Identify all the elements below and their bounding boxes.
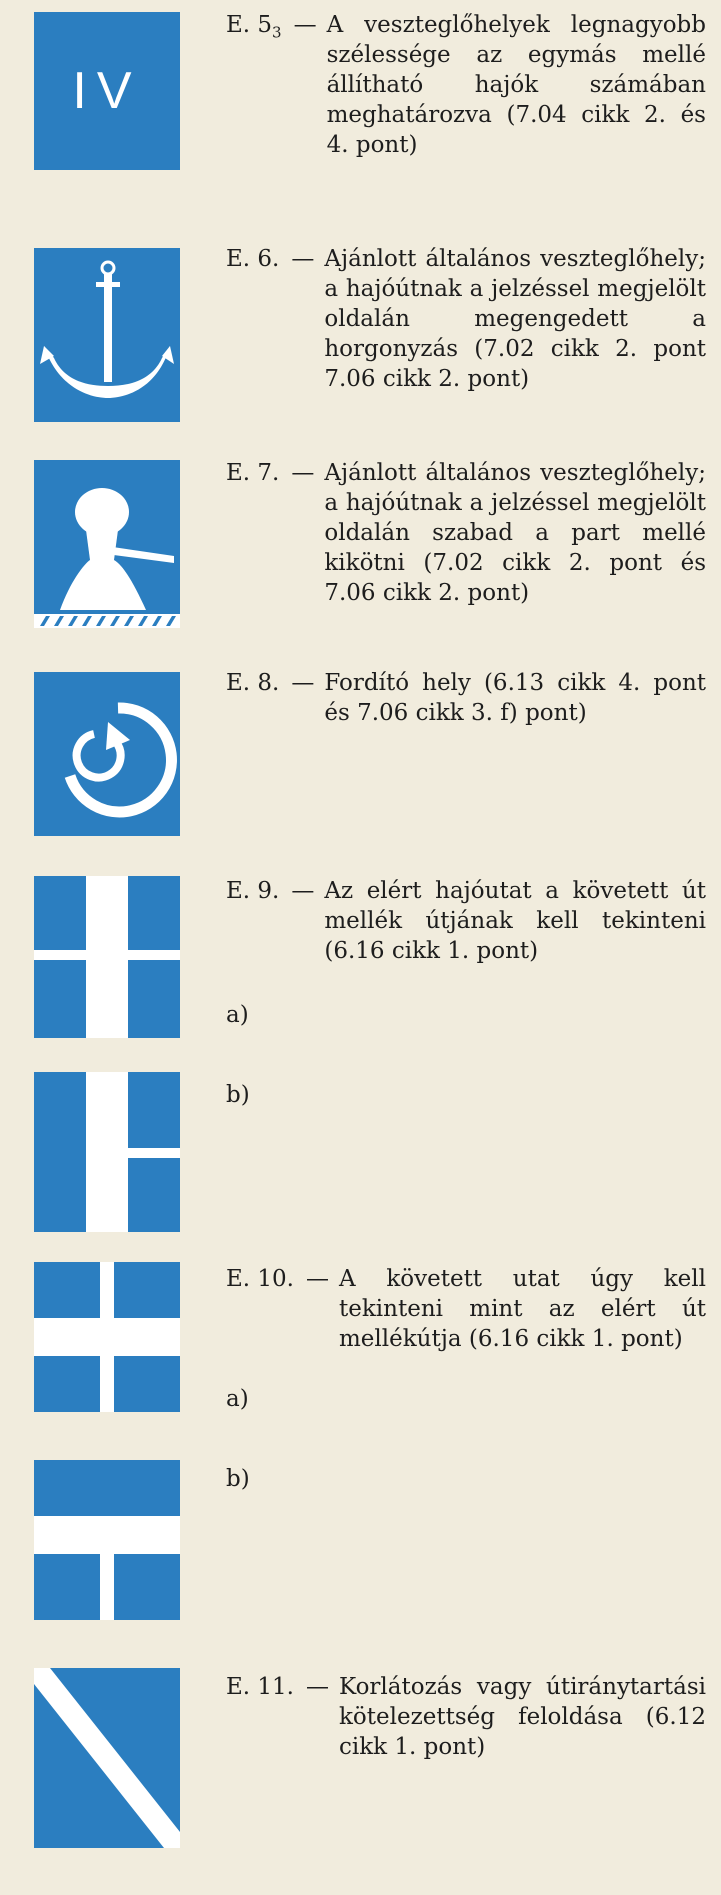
sign-e7 (34, 460, 180, 628)
entry-description: Az elért hajóutat a követett út mellék útjának kell tekinteni (6.16 cikk 1. pont) (324, 878, 706, 964)
entry-dash: — (291, 246, 315, 272)
sub-label-e10a: a) (226, 1386, 249, 1412)
width-number-sign (34, 12, 180, 170)
entry-e6 (226, 244, 706, 394)
entry-code: E. 7. (226, 460, 280, 486)
entry-dash: — (291, 878, 315, 904)
entry-e7 (226, 458, 706, 608)
sign-e6 (34, 248, 180, 422)
entry-e8 (226, 668, 706, 728)
sign-e5-text: IV (72, 62, 142, 120)
sub-label-e9a: a) (226, 1002, 249, 1028)
sign-e10b (34, 1460, 180, 1620)
turning-arrow-icon (34, 672, 180, 836)
entry-code: E. $5_3$ (226, 12, 282, 42)
entry-code: E. 6. (226, 246, 280, 272)
entry-dash: — (291, 460, 315, 486)
sub-label-e10b: b) (226, 1466, 250, 1492)
junction-side-channel-icon (34, 1072, 180, 1232)
entry-code: E. 11. (226, 1674, 294, 1700)
entry-dash: — (306, 1674, 329, 1700)
entry-e11 (226, 1672, 706, 1762)
entry-description: A követett utat úgy kell tekinteni mint az elért út mellékútja (6.16 cikk 1. pont) (339, 1266, 706, 1352)
end-of-restriction-icon (34, 1668, 180, 1848)
junction-main-channel-icon (34, 1460, 180, 1620)
entry-e9 (226, 876, 706, 966)
entry-description: Ajánlott általános veszteglőhely; a hajóútnak a jelzéssel megjelölt oldalán szabad a part mellé kikötni (7.02 cikk 2. pont és 7.06 cikk 2. pont) (324, 460, 706, 606)
sign-e8 (34, 672, 180, 836)
entry-description: Korlátozás vagy útiránytartási kötelezettség feloldása (6.12 cikk 1. pont) (339, 1674, 706, 1760)
entry-e10 (226, 1264, 706, 1354)
anchor-icon (34, 248, 180, 422)
sign-e10a (34, 1262, 180, 1412)
crossing-main-channel-icon (34, 1262, 180, 1412)
entry-description: Fordító hely (6.13 cikk 4. pont és 7.06 cikk 3. f) pont) (324, 670, 706, 726)
entry-description: Ajánlott általános veszteglőhely; a hajóútnak a jelzéssel megjelölt oldalán megengedett a horgonyzás (7.02 cikk 2. pont 7.06 cikk 2. pont) (324, 246, 706, 392)
sign-e9a (34, 876, 180, 1038)
entry-code: E. 10. (226, 1266, 294, 1292)
crossing-side-channel-icon (34, 876, 180, 1038)
entry-dash: — (306, 1266, 329, 1292)
sign-e11 (34, 1668, 180, 1848)
sub-label-e9b: b) (226, 1082, 250, 1108)
bollard-icon (34, 460, 180, 628)
entry-code: E. 9. (226, 878, 280, 904)
sign-e5 (34, 12, 180, 170)
entry-code: E. 8. (226, 670, 280, 696)
entry-dash: — (293, 12, 317, 38)
entry-description: A veszteglőhelyek legnagyobb szélessége az egymás mellé állítható hajók számában meghatározva (7.04 cikk 2. és 4. pont) (326, 12, 706, 158)
entry-dash: — (291, 670, 315, 696)
entry-e5 (226, 10, 706, 160)
sign-e9b (34, 1072, 180, 1232)
